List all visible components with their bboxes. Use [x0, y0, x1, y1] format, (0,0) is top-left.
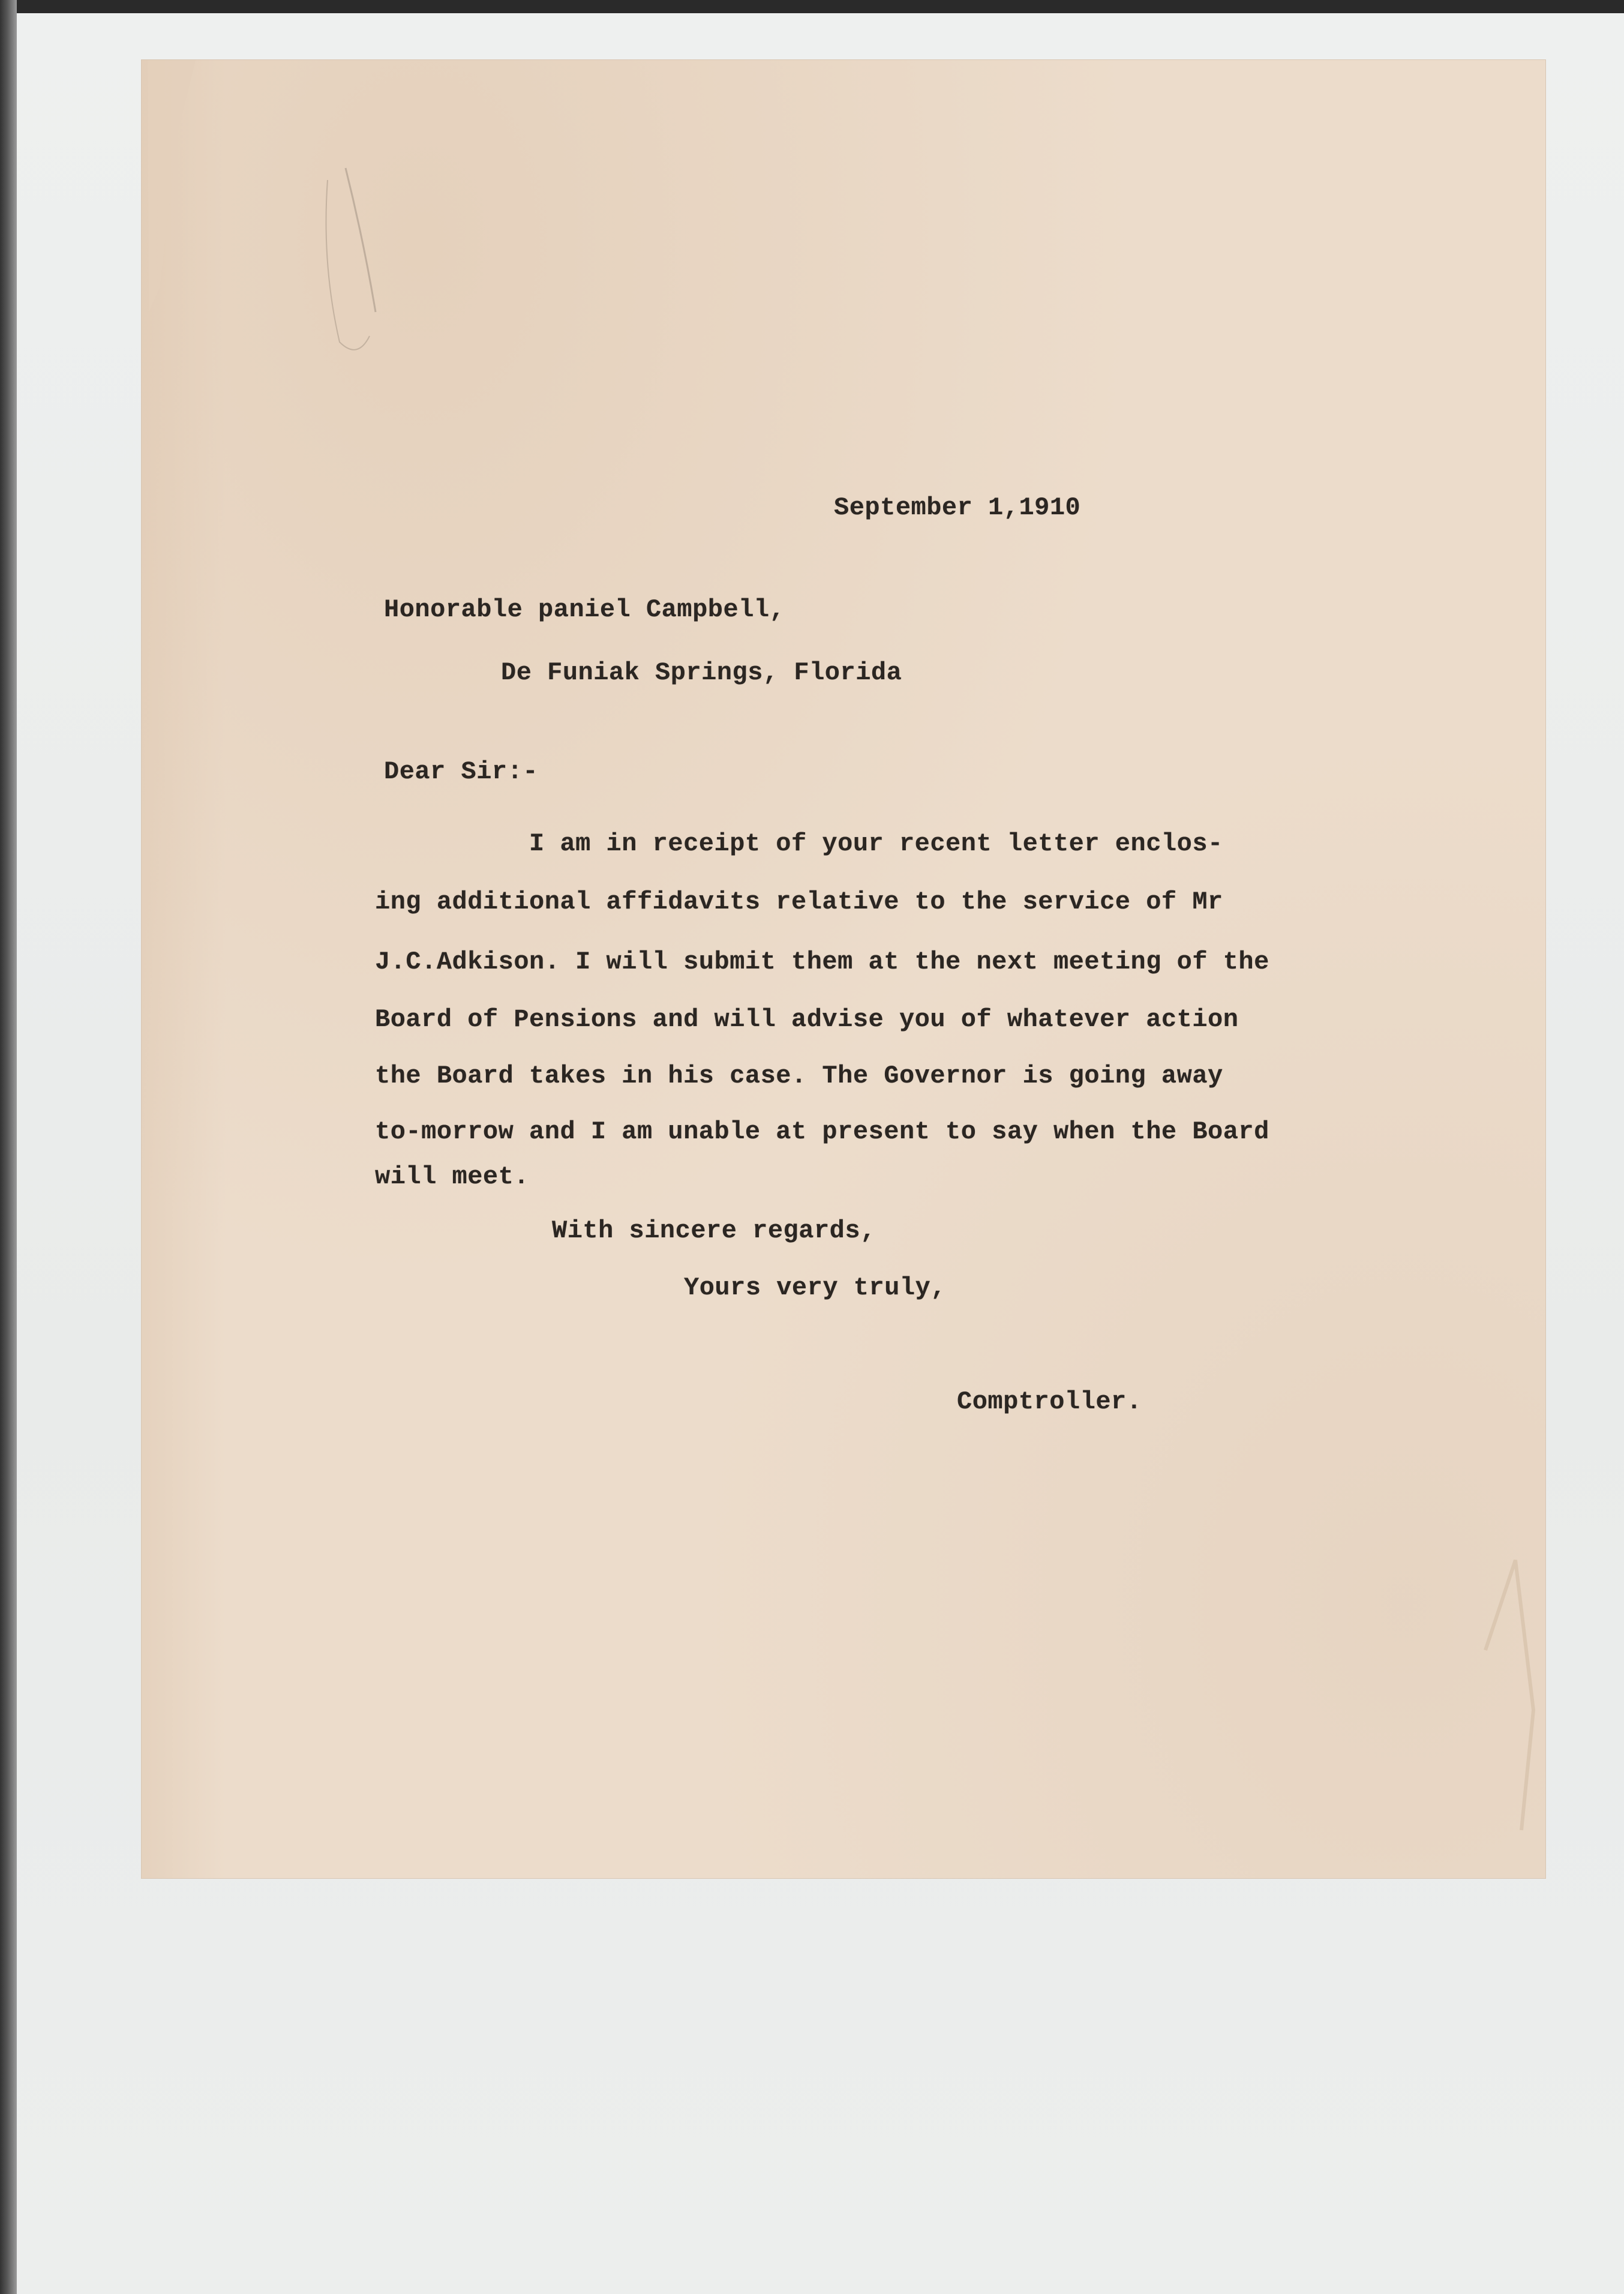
body-line: ing additional affidavits relative to the service of Mr: [375, 887, 1223, 916]
body-line: the Board takes in his case. The Governor is going away: [375, 1061, 1223, 1090]
body-line: Board of Pensions and will advise you of whatever action: [375, 1005, 1239, 1034]
body-line: to-morrow and I am unable at present to say when the Board: [375, 1117, 1269, 1146]
body-line: J.C.Adkison. I will submit them at the next meeting of the: [375, 947, 1269, 976]
scanner-left-edge: [0, 0, 17, 2294]
recipient-address: De Funiak Springs, Florida: [501, 658, 902, 687]
salutation: Dear Sir:-: [384, 757, 539, 786]
signature-title: Comptroller.: [957, 1387, 1142, 1416]
body-line: will meet.: [375, 1162, 530, 1191]
letter-date: September 1,1910: [834, 493, 1081, 522]
closing-regards: With sincere regards,: [552, 1216, 876, 1245]
closing-yours: Yours very truly,: [684, 1273, 946, 1302]
recipient-name: Honorable paniel Campbell,: [384, 595, 785, 624]
letter-body: [375, 816, 1335, 1191]
body-line: I am in receipt of your recent letter enclos-: [375, 829, 1223, 858]
scanner-top-edge: [0, 0, 1624, 13]
